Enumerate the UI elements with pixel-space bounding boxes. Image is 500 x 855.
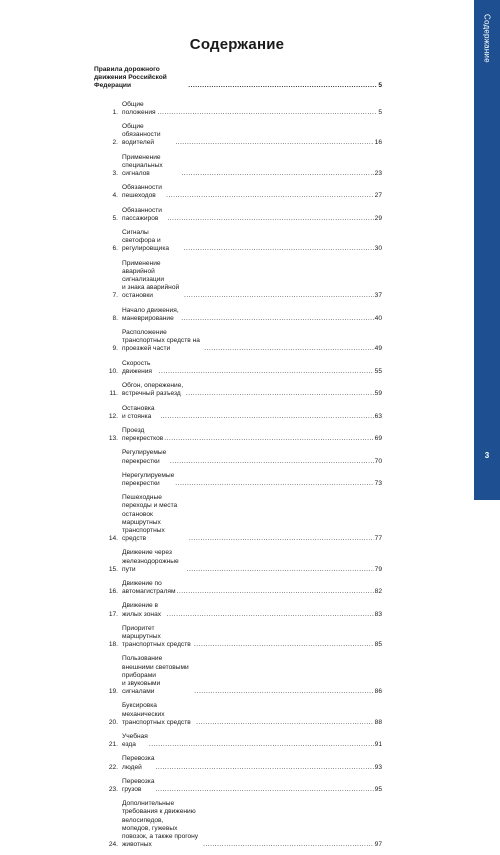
- leader-dots: [194, 641, 374, 649]
- toc-entry-text: [122, 755, 382, 771]
- toc-entry-label: Общие положения: [122, 100, 156, 116]
- toc-entry-label: Движение через железнодорожные пути: [122, 549, 179, 573]
- leader-dots: [155, 786, 373, 794]
- toc-entry-page: 77: [374, 535, 382, 543]
- toc-entry-text: [122, 382, 382, 398]
- toc-entry-page: 59: [374, 390, 382, 398]
- toc-entry-number: 7.: [112, 292, 118, 300]
- toc-entry-label: Расположение транспортных средств на проезжей части: [122, 329, 200, 353]
- toc-entry-text: [122, 101, 382, 117]
- toc-entry-page: 93: [374, 763, 382, 771]
- toc-entry[interactable]: [94, 602, 382, 618]
- leader-dots: [159, 368, 374, 376]
- toc-entry-text: [122, 602, 382, 618]
- toc-entry-number: 17.: [108, 610, 118, 618]
- toc-entry-text: [122, 702, 382, 727]
- toc-entry-text: [122, 580, 382, 596]
- toc-entry-text: [122, 778, 382, 794]
- toc-entry-page: 73: [374, 479, 382, 487]
- toc-entry-page: 49: [374, 345, 382, 353]
- toc-entry-number: 14.: [108, 535, 118, 543]
- leader-dots: [177, 588, 374, 596]
- leader-dots: [149, 741, 374, 749]
- toc-entry-page: 55: [374, 367, 382, 375]
- toc-entry[interactable]: [94, 307, 382, 323]
- toc-entry-number: 3.: [112, 170, 118, 178]
- toc-entry[interactable]: [94, 360, 382, 376]
- leader-dots: [196, 719, 374, 727]
- toc-entry-label: Нерегулируемые перекрестки: [122, 471, 175, 487]
- toc-entry-label: Остановка и стоянка: [122, 404, 155, 420]
- leader-dots: [155, 764, 373, 772]
- leader-dots: [167, 215, 373, 223]
- leader-dots: [184, 292, 374, 300]
- toc-entry-number: 6.: [112, 245, 118, 253]
- toc-entry[interactable]: [94, 580, 382, 596]
- leader-dots: [203, 841, 374, 849]
- toc-entry-page: 29: [374, 214, 382, 222]
- toc-entry-text: [122, 123, 382, 148]
- toc-entry-label: Начало движения, маневрирование: [122, 306, 179, 322]
- toc-entry[interactable]: [94, 449, 382, 465]
- leader-dots: [186, 390, 374, 398]
- toc-entry[interactable]: [94, 427, 382, 443]
- toc-entry-page: 37: [374, 292, 382, 300]
- toc-entry-number: 10.: [108, 367, 118, 375]
- toc-header-page: 5: [378, 82, 382, 90]
- toc-entry-number: 11.: [109, 390, 118, 398]
- toc-entry-number: 1.: [112, 108, 118, 116]
- leader-dots: [189, 535, 374, 543]
- toc-entry[interactable]: [94, 800, 382, 849]
- toc-entry-page: 5: [378, 108, 382, 116]
- toc-entry-text: [122, 307, 382, 323]
- toc-header-entry[interactable]: [94, 66, 382, 91]
- leader-dots: [175, 480, 373, 488]
- leader-dots: [170, 458, 374, 466]
- leader-dots: [181, 170, 373, 178]
- leader-dots: [187, 566, 374, 574]
- toc-entry-text: [122, 154, 382, 179]
- toc-entry-number: 2.: [112, 139, 118, 147]
- toc-entry-label: Обязанности пассажиров: [122, 206, 162, 222]
- toc-entry-label: Учебная езда: [122, 733, 148, 749]
- page-number: 3: [484, 451, 490, 460]
- toc-entry-label: Регулируемые перекрестки: [122, 449, 167, 465]
- table-of-contents: [94, 66, 382, 855]
- toc-entry[interactable]: [94, 733, 382, 749]
- toc-entry[interactable]: [94, 329, 382, 354]
- toc-entry[interactable]: [94, 625, 382, 650]
- toc-entry-text: [122, 733, 382, 749]
- toc-entry-number: 23.: [108, 786, 118, 794]
- toc-entry-number: 20.: [108, 718, 118, 726]
- toc-entry-label: Движение в жилых зонах: [122, 602, 162, 618]
- toc-entry-text: [122, 472, 382, 488]
- toc-entries: [94, 101, 382, 850]
- toc-entry-label: Буксировка механических транспортных средств: [122, 702, 191, 726]
- toc-entry[interactable]: [94, 755, 382, 771]
- toc-entry-page: 70: [374, 457, 382, 465]
- leader-dots: [158, 109, 378, 117]
- toc-entry-label: Движение по автомагистралям: [122, 579, 176, 596]
- leader-dots: [194, 688, 373, 696]
- toc-entry[interactable]: [94, 154, 382, 179]
- toc-entry-number: 5.: [112, 214, 118, 222]
- toc-entry-text: [122, 260, 382, 301]
- toc-entry-number: 9.: [112, 345, 118, 353]
- toc-entry[interactable]: [94, 229, 382, 254]
- toc-entry-label: Скорость движения: [122, 359, 153, 375]
- toc-entry-text: [122, 655, 382, 696]
- toc-entry[interactable]: [94, 382, 382, 398]
- toc-entry-label: Применение специальных сигналов: [122, 153, 163, 178]
- leader-dots: [181, 315, 373, 323]
- toc-entry-text: [122, 800, 382, 849]
- toc-entry[interactable]: [94, 702, 382, 727]
- toc-entry-label: Приоритет маршрутных транспортных средств: [122, 624, 191, 649]
- toc-entry-text: [122, 427, 382, 443]
- toc-entry[interactable]: [94, 405, 382, 421]
- toc-entry-text: [122, 207, 382, 223]
- toc-entry-page: 27: [374, 192, 382, 200]
- toc-entry-text: [122, 494, 382, 543]
- toc-entry-page: 91: [374, 741, 382, 749]
- toc-entry-text: [122, 229, 382, 254]
- toc-entry-label: Перевозка людей: [122, 755, 155, 771]
- toc-entry-number: 21.: [108, 741, 118, 749]
- toc-entry-label: Обязанности пешеходов: [122, 184, 162, 200]
- leader-dots: [175, 139, 373, 147]
- side-tab: [474, 0, 500, 500]
- toc-entry[interactable]: [94, 472, 382, 488]
- toc-entry[interactable]: [94, 101, 382, 117]
- toc-entry[interactable]: [94, 207, 382, 223]
- leader-dots: [164, 435, 373, 443]
- toc-entry-text: [122, 549, 382, 574]
- toc-entry[interactable]: [94, 778, 382, 794]
- leader-dots: [160, 413, 373, 421]
- toc-header-label: Правила дорожного движения Российской Федерации: [94, 66, 167, 90]
- leader-dots: [188, 82, 377, 90]
- leader-dots: [166, 192, 374, 200]
- toc-entry-text: [122, 329, 382, 354]
- toc-entry-number: 13.: [108, 435, 118, 443]
- toc-entry-text: [122, 449, 382, 465]
- toc-entry[interactable]: [94, 260, 382, 301]
- toc-entry[interactable]: [94, 123, 382, 148]
- toc-entry-page: 63: [374, 412, 382, 420]
- toc-entry-number: 24.: [108, 841, 118, 849]
- toc-entry-label: Обгон, опережение, встречный разъезд: [122, 382, 184, 398]
- leader-dots: [204, 345, 373, 353]
- toc-entry-page: 40: [374, 314, 382, 322]
- leader-dots: [184, 245, 374, 253]
- toc-entry-label: Пешеходные переходы и места остановок маршрутных транспортных средств: [122, 494, 178, 543]
- toc-entry[interactable]: [94, 655, 382, 696]
- toc-entry-page: 79: [374, 565, 382, 573]
- toc-entry-number: 15.: [108, 565, 118, 573]
- toc-entry-text: [122, 184, 382, 200]
- toc-entry-label: Пользование внешними световыми приборами и звуковыми сигналами: [122, 655, 189, 696]
- toc-entry-text: [122, 625, 382, 650]
- toc-entry-label: Общие обязанности водителей: [122, 123, 161, 147]
- toc-entry-page: 88: [374, 718, 382, 726]
- toc-entry-page: 82: [374, 588, 382, 596]
- side-tab-label: Содержание: [482, 14, 492, 63]
- toc-entry-page: 97: [374, 841, 382, 849]
- toc-entry-page: 83: [374, 610, 382, 618]
- toc-entry-number: 19.: [108, 688, 118, 696]
- toc-entry-page: 16: [374, 139, 382, 147]
- toc-entry-label: Перевозка грузов: [122, 777, 155, 794]
- toc-entry-text: [122, 405, 382, 421]
- toc-entry-number: 18.: [108, 641, 118, 649]
- toc-entry-label: Применение аварийной сигнализации и знака аварийной остановки: [122, 259, 180, 300]
- toc-entry[interactable]: [94, 494, 382, 543]
- toc-entry-page: 95: [374, 786, 382, 794]
- toc-entry-number: 12.: [108, 412, 118, 420]
- toc-entry-page: 23: [374, 170, 382, 178]
- leader-dots: [167, 611, 374, 619]
- toc-entry-number: 22.: [108, 763, 118, 771]
- toc-entry-page: 69: [374, 435, 382, 443]
- page-title: Содержание: [189, 36, 285, 53]
- toc-entry-text: [122, 360, 382, 376]
- toc-entry-label: Сигналы светофора и регулировщика: [122, 229, 170, 253]
- toc-entry-number: 16.: [108, 588, 118, 596]
- toc-entry[interactable]: [94, 184, 382, 200]
- toc-entry-page: 86: [374, 688, 382, 696]
- toc-entry-label: Дополнительные требования к движению велосипедов, мопедов, гужевых повозок, а также прогону животных: [122, 800, 199, 849]
- toc-entry[interactable]: [94, 549, 382, 574]
- toc-entry-page: 85: [374, 641, 382, 649]
- toc-entry-number: 4.: [112, 192, 118, 200]
- toc-entry-number: 8.: [112, 314, 118, 322]
- toc-entry-page: 30: [374, 245, 382, 253]
- toc-entry-label: Проезд перекрестков: [122, 426, 164, 443]
